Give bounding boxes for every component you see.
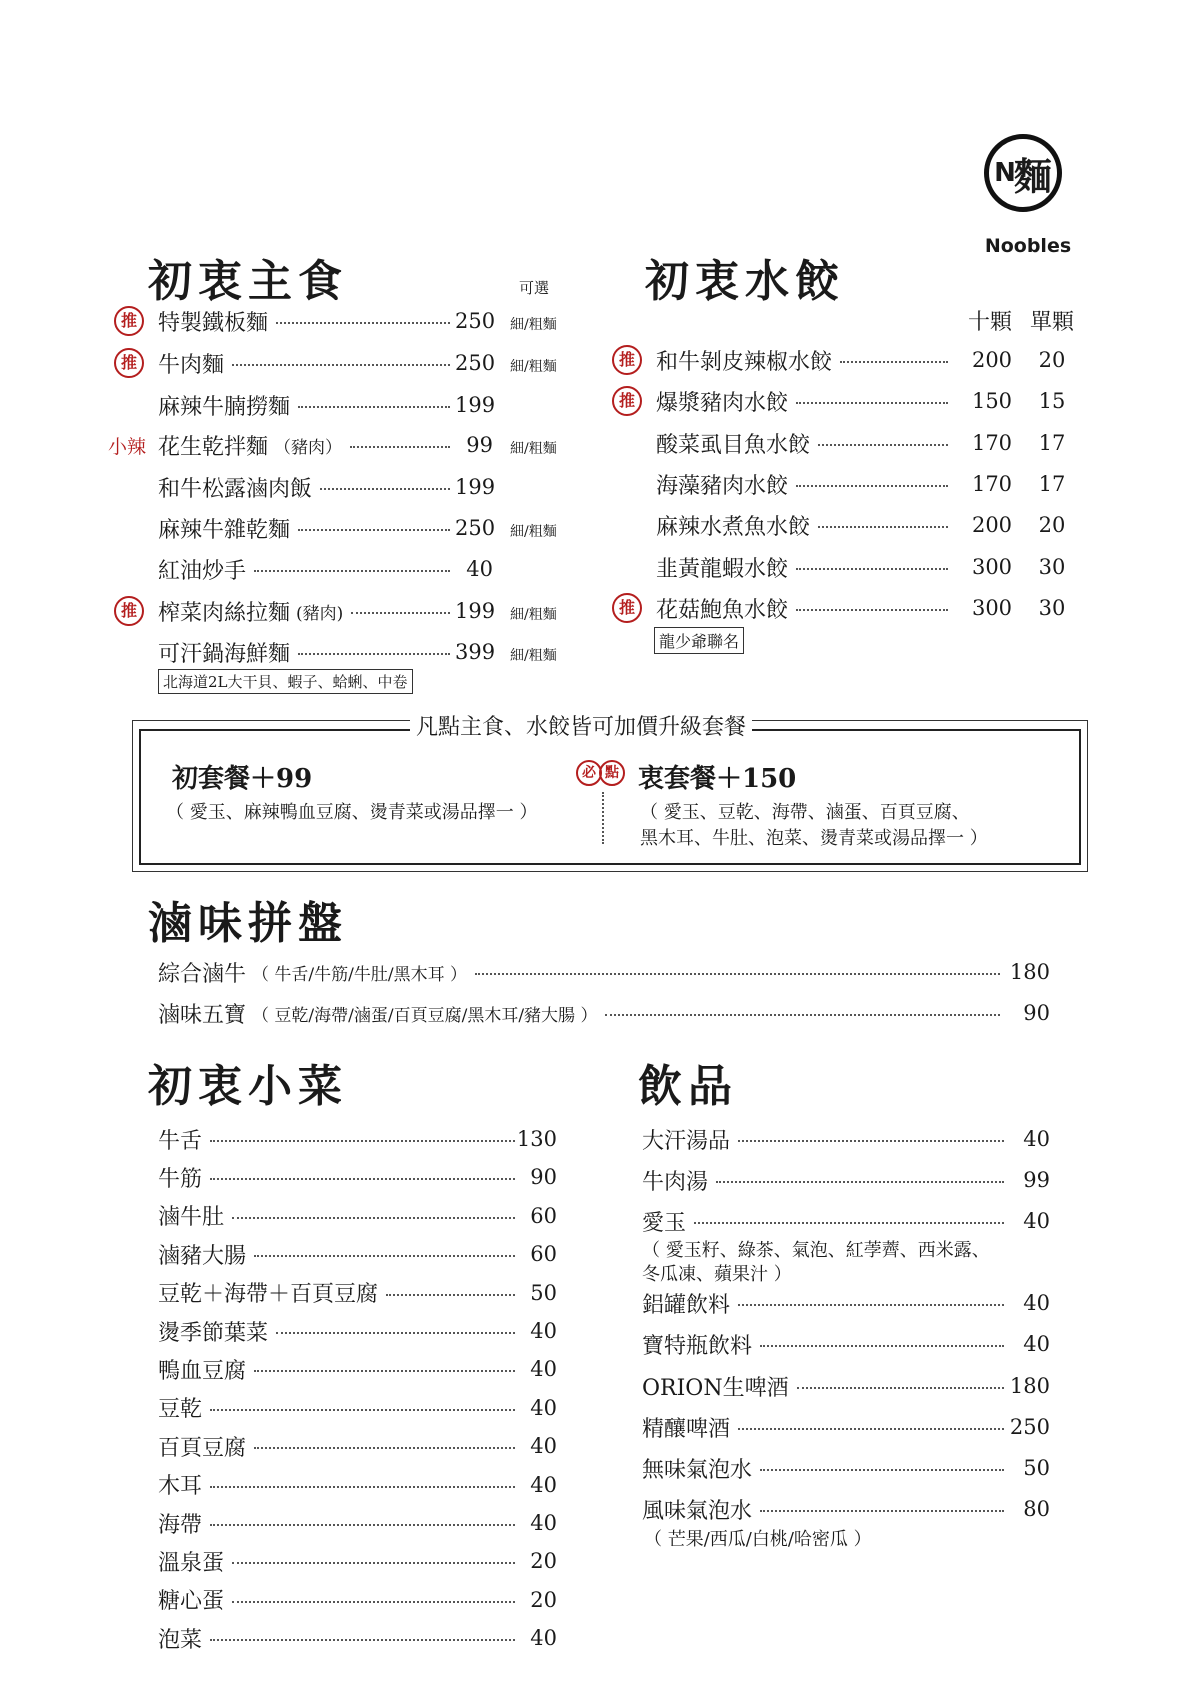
- side-item-row: [158, 1160, 523, 1194]
- logo-char: 麵: [1013, 153, 1052, 199]
- price-ten: 170: [971, 472, 1013, 496]
- staple-item-row: [158, 594, 458, 628]
- combo-header-text: 凡點主食、水餃皆可加價升級套餐: [416, 715, 747, 740]
- side-item-row: [158, 1314, 523, 1348]
- price-single: 15: [1038, 389, 1066, 413]
- dot-leader: [350, 446, 450, 448]
- side-item-row: [158, 1199, 523, 1233]
- set2-desc-1: （ 愛玉、豆乾、海帶、滷蛋、百頁豆腐、: [640, 802, 970, 823]
- side-item-row: [158, 1429, 523, 1463]
- price-single: 20: [1038, 513, 1066, 537]
- item-name: 燙季節葉菜: [158, 1320, 269, 1346]
- item-name: 滷豬大腸: [158, 1243, 247, 1269]
- brand-name: Noobles: [984, 235, 1072, 257]
- drink-item-row: [642, 1204, 1012, 1238]
- braised-title: 滷味拼盤: [148, 898, 348, 949]
- must-badge-1: 必: [576, 760, 602, 786]
- price-single: 30: [1038, 596, 1066, 620]
- price-ten: 200: [971, 513, 1013, 537]
- noodle-option: 細/粗麵: [510, 607, 557, 623]
- item-price: 250: [455, 516, 496, 540]
- recommend-badge: 推: [114, 596, 144, 626]
- dot-leader: [210, 1639, 515, 1641]
- item-name: 榨菜肉絲拉麵: [158, 600, 291, 626]
- price-single: 17: [1038, 472, 1066, 496]
- dumpling-item-row: [656, 550, 956, 584]
- dot-leader: [760, 1345, 1004, 1347]
- side-item-row: [158, 1391, 523, 1425]
- set2-title: 衷套餐＋150: [638, 764, 797, 794]
- item-price: 40: [530, 1626, 557, 1651]
- dumpling-item-row: [656, 467, 956, 501]
- item-price: 20: [530, 1549, 557, 1574]
- combo-header: [410, 710, 752, 741]
- item-name: 愛玉: [642, 1210, 687, 1236]
- aiyu-note-2: 冬瓜凍、蘋果汁 ）: [642, 1264, 792, 1285]
- item-note: (豬肉): [296, 603, 344, 624]
- flavor-note: （ 芒果/西瓜/白桃/哈密瓜 ）: [644, 1529, 872, 1550]
- item-name: 溫泉蛋: [158, 1550, 225, 1576]
- dumpling-item-row: [656, 591, 956, 625]
- item-price: 130: [516, 1127, 557, 1151]
- dot-leader: [760, 1510, 1004, 1512]
- side-item-row: [158, 1352, 523, 1386]
- dumpling-item-row: [656, 508, 956, 542]
- item-price: 199: [455, 475, 496, 499]
- dot-leader: [210, 1524, 515, 1526]
- dot-leader: [254, 1370, 515, 1372]
- item-name: 豆乾: [158, 1397, 203, 1423]
- item-price: 40: [530, 1511, 557, 1535]
- side-item-row: [158, 1237, 523, 1271]
- item-name: 和牛剝皮辣椒水餃: [656, 349, 833, 375]
- side-item-row: [158, 1122, 523, 1156]
- item-name: 牛肉湯: [642, 1169, 709, 1195]
- item-name: 鋁罐飲料: [642, 1292, 731, 1318]
- dot-leader: [232, 1562, 515, 1564]
- item-price: 99: [1023, 1168, 1050, 1192]
- item-name: 寶特瓶飲料: [642, 1333, 753, 1359]
- dot-leader: [210, 1486, 515, 1488]
- logo-emblem: [984, 134, 1062, 212]
- option-header: 可選: [519, 279, 550, 297]
- item-name: 糖心蛋: [158, 1589, 225, 1615]
- price-ten: 300: [971, 596, 1013, 620]
- side-item-row: [158, 1544, 523, 1578]
- item-name: 紅油炒手: [158, 558, 247, 584]
- item-name: 酸菜虱目魚水餃: [656, 432, 811, 458]
- item-price: 90: [530, 1165, 557, 1190]
- dot-leader: [254, 570, 450, 572]
- item-name: 和牛松露滷肉飯: [158, 476, 313, 502]
- item-price: 80: [1023, 1497, 1050, 1521]
- noodle-option: 細/粗麵: [510, 441, 557, 457]
- dot-leader: [232, 1601, 515, 1603]
- dot-leader: [298, 406, 450, 408]
- combo-divider: [602, 792, 604, 844]
- item-name: 滷味五寶: [158, 1002, 247, 1028]
- item-name: 泡菜: [158, 1627, 203, 1653]
- item-name: 滷牛肚: [158, 1205, 225, 1231]
- noodle-option: 細/粗麵: [510, 317, 557, 333]
- dot-leader: [298, 653, 450, 655]
- seafood-note: 北海道2L大干貝、蝦子、蛤蜊、中卷: [158, 669, 413, 694]
- drink-item-row: [642, 1492, 1012, 1526]
- dot-leader: [818, 526, 948, 528]
- dot-leader: [796, 402, 948, 404]
- side-item-row: [158, 1276, 523, 1310]
- item-name: 可汗鍋海鮮麵: [158, 641, 291, 667]
- staple-item-row: [158, 635, 458, 669]
- item-price: 90: [1023, 1001, 1050, 1025]
- dot-leader: [840, 361, 948, 363]
- item-price: 40: [1023, 1332, 1050, 1356]
- recommend-badge: 推: [114, 348, 144, 378]
- staple-item-row: [158, 304, 458, 338]
- dot-leader: [818, 444, 948, 446]
- item-price: 50: [1023, 1456, 1050, 1480]
- item-price: 40: [530, 1434, 557, 1459]
- price-ten: 170: [971, 431, 1013, 455]
- drink-item-row: [642, 1451, 1012, 1485]
- recommend-badge: 推: [612, 386, 642, 416]
- item-price: 199: [455, 393, 496, 417]
- must-badge-2: 點: [599, 760, 625, 786]
- item-price: 399: [455, 640, 496, 664]
- item-name: 牛筋: [158, 1166, 203, 1192]
- item-name: 海藻豬肉水餃: [656, 473, 789, 499]
- dot-leader: [797, 1387, 1004, 1389]
- item-price: 40: [530, 1319, 557, 1343]
- side-item-row: [158, 1468, 523, 1502]
- item-price: 50: [530, 1280, 557, 1305]
- item-name: 豆乾＋海帶＋百頁豆腐: [158, 1282, 379, 1308]
- item-name: 大汗湯品: [642, 1128, 731, 1154]
- drinks-title: 飲品: [638, 1061, 738, 1112]
- recommend-badge: 推: [114, 306, 144, 336]
- dot-leader: [796, 568, 948, 570]
- dot-leader: [716, 1181, 1004, 1183]
- price-single: 17: [1038, 431, 1066, 455]
- price-ten: 150: [971, 389, 1013, 413]
- item-price: 180: [1009, 1374, 1050, 1398]
- dot-leader: [694, 1222, 1004, 1224]
- staple-item-row: [158, 511, 458, 545]
- dot-leader: [320, 488, 450, 490]
- item-name: 麻辣牛腩撈麵: [158, 394, 291, 420]
- dot-leader: [210, 1178, 515, 1180]
- item-name: 特製鐵板麵: [158, 310, 269, 336]
- item-price: 250: [455, 309, 496, 333]
- item-price: 40: [530, 1472, 557, 1497]
- dot-leader: [796, 609, 948, 611]
- staple-item-row: [158, 470, 458, 504]
- dot-leader: [298, 529, 450, 531]
- item-price: 20: [530, 1587, 557, 1612]
- dot-leader: [738, 1304, 1004, 1306]
- logo-n: N: [994, 158, 1016, 188]
- drink-item-row: [642, 1410, 1012, 1444]
- item-name: 精釀啤酒: [642, 1416, 731, 1442]
- dot-leader: [276, 1332, 515, 1334]
- recommend-badge: 推: [612, 345, 642, 375]
- item-price: 250: [1009, 1415, 1050, 1439]
- spicy-label: 小辣: [108, 436, 147, 458]
- staple-item-row: [158, 346, 458, 380]
- item-name: 海帶: [158, 1512, 203, 1538]
- item-note: （ 牛舌/牛筋/牛肚/黑木耳 ）: [252, 964, 468, 985]
- dot-leader: [276, 322, 450, 324]
- item-name: 鴨血豆腐: [158, 1358, 247, 1384]
- item-name: 牛舌: [158, 1128, 203, 1154]
- item-name: 爆漿豬肉水餃: [656, 390, 789, 416]
- item-price: 40: [466, 557, 493, 581]
- drink-item-row: [642, 1369, 1012, 1403]
- drink-item-row: [642, 1122, 1012, 1156]
- recommend-badge: 推: [612, 593, 642, 623]
- dot-leader: [738, 1140, 1004, 1142]
- staple-item-row: [158, 552, 458, 586]
- item-note: （豬肉）: [274, 437, 343, 458]
- item-price: 60: [530, 1242, 557, 1267]
- side-item-row: [158, 1506, 523, 1540]
- drink-item-row: [642, 1286, 1012, 1320]
- dumpling-item-row: [656, 426, 956, 460]
- noodle-option: 細/粗麵: [510, 359, 557, 375]
- set1-desc: （ 愛玉、麻辣鴨血豆腐、燙青菜或湯品擇一 ）: [166, 802, 538, 823]
- set2-desc-2: 黑木耳、牛肚、泡菜、燙青菜或湯品擇一 ）: [640, 828, 988, 849]
- item-name: 麻辣水煮魚水餃: [656, 514, 811, 540]
- braised-item-row: [158, 996, 1008, 1030]
- price-single: 30: [1038, 555, 1066, 579]
- collab-note: 龍少爺聯名: [654, 627, 744, 654]
- item-name: 無味氣泡水: [642, 1457, 753, 1483]
- dot-leader: [210, 1140, 515, 1142]
- noodle-option: 細/粗麵: [510, 648, 557, 664]
- drink-item-row: [642, 1327, 1012, 1361]
- must-badge: [576, 760, 625, 786]
- item-price: 180: [1009, 960, 1050, 984]
- staple-item-row: [158, 388, 458, 422]
- col-ten: 十顆: [968, 310, 1013, 335]
- item-price: 60: [530, 1203, 557, 1228]
- dot-leader: [386, 1294, 515, 1296]
- item-price: 99: [466, 433, 493, 457]
- dumpling-item-row: [656, 384, 956, 418]
- item-name: 花生乾拌麵: [158, 434, 269, 460]
- price-single: 20: [1038, 348, 1066, 372]
- dot-leader: [475, 973, 1000, 975]
- item-note: （ 豆乾/海帶/滷蛋/百頁豆腐/黑木耳/豬大腸 ）: [252, 1005, 598, 1026]
- dot-leader: [796, 485, 948, 487]
- item-name: 木耳: [158, 1474, 203, 1500]
- item-name: ORION生啤酒: [642, 1375, 789, 1401]
- item-name: 麻辣牛雜乾麵: [158, 517, 291, 543]
- side-item-row: [158, 1621, 523, 1655]
- item-price: 40: [530, 1357, 557, 1382]
- set1-title: 初套餐＋99: [172, 764, 313, 794]
- item-price: 40: [1023, 1291, 1050, 1315]
- item-price: 40: [1023, 1127, 1050, 1151]
- dot-leader: [232, 1217, 515, 1219]
- price-ten: 300: [971, 555, 1013, 579]
- aiyu-note-1: （ 愛玉籽、綠茶、氣泡、紅荸薺、西米露、: [642, 1240, 990, 1261]
- price-ten: 200: [971, 348, 1013, 372]
- brand-logo: [978, 128, 1078, 228]
- item-name: 花菇鮑魚水餃: [656, 597, 789, 623]
- side-item-row: [158, 1583, 523, 1617]
- item-price: 250: [455, 351, 496, 375]
- col-single: 單顆: [1030, 310, 1075, 335]
- item-name: 牛肉麵: [158, 352, 225, 378]
- braised-item-row: [158, 955, 1008, 989]
- item-name: 風味氣泡水: [642, 1498, 753, 1524]
- staple-title: 初衷主食: [148, 256, 348, 307]
- dot-leader: [738, 1428, 1004, 1430]
- dot-leader: [210, 1409, 515, 1411]
- item-price: 40: [530, 1395, 557, 1420]
- sides-title: 初衷小菜: [148, 1061, 348, 1112]
- item-name: 百頁豆腐: [158, 1435, 247, 1461]
- item-name: 綜合滷牛: [158, 961, 247, 987]
- dot-leader: [254, 1447, 515, 1449]
- item-price: 199: [455, 599, 496, 623]
- noodle-option: 細/粗麵: [510, 524, 557, 540]
- dumplings-title: 初衷水餃: [645, 256, 845, 307]
- dumpling-item-row: [656, 343, 956, 377]
- dot-leader: [232, 364, 450, 366]
- dot-leader: [760, 1469, 1004, 1471]
- item-name: 韭黃龍蝦水餃: [656, 556, 789, 582]
- drink-item-row: [642, 1163, 1012, 1197]
- item-price: 40: [1023, 1209, 1050, 1233]
- dot-leader: [351, 612, 450, 614]
- staple-item-row: [158, 428, 458, 462]
- dot-leader: [254, 1255, 515, 1257]
- dot-leader: [605, 1014, 1000, 1016]
